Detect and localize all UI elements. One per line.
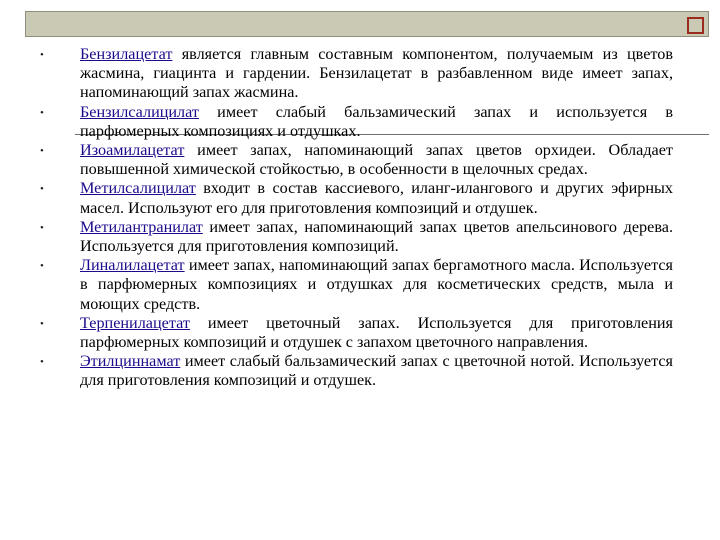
item-description: имеет запах, напоминающий запах цветов апельсинового дерева. Используется для приготовления композиций. — [80, 217, 673, 256]
term-link[interactable]: Бензилацетат — [80, 45, 173, 63]
list-item — [40, 352, 673, 390]
list-item — [40, 256, 673, 314]
item-description: имеет слабый бальзамический запах с цветочной нотой. Используется для приготовления композиций и отдушек. — [80, 352, 673, 390]
list-item — [40, 218, 673, 256]
term-link[interactable]: Бензилсалицилат — [80, 102, 199, 121]
term-link[interactable]: Линалилацетат — [80, 256, 185, 275]
bullet-icon: • — [40, 183, 44, 196]
item-description: имеет запах, напоминающий запах цветов орхидеи. Обладает повышенной химической стойкостью, в особенности в щелочных средах. — [80, 141, 673, 179]
list-item — [40, 103, 673, 141]
slide-title-bar — [25, 11, 709, 37]
list-item — [40, 45, 673, 103]
list-item — [40, 179, 673, 217]
item-description: является главным составным компонентом, получаемым из цветов жасмина, гиацинта и гардении. Бензилацетат в разбавленном виде имеет запах, напоминающий запах жасмина. — [80, 45, 673, 102]
item-description: имеет запах, напоминающий запах бергамотного масла. Используется в парфюмерных композициях и отдушках для косметических средств, мыла и моющих средств. — [80, 256, 673, 313]
item-text — [80, 314, 673, 352]
item-description: имеет цветочный запах. Используется для приготовления парфюмерных композиций и отдушек с запахом цветочного направления. — [80, 313, 673, 352]
item-text — [80, 45, 673, 103]
corner-square — [687, 17, 704, 34]
bullet-icon: • — [40, 317, 44, 330]
list-item — [40, 141, 673, 179]
list-item — [40, 314, 673, 352]
term-link[interactable]: Терпенилацетат — [80, 313, 190, 332]
bullet-icon: • — [40, 106, 44, 119]
bullet-list — [40, 45, 673, 391]
item-description: входит в состав кассиевого, иланг-илангового и других эфирных масел. Используют его для приготовления композиций и отдушек. — [80, 179, 673, 217]
item-text — [80, 141, 673, 179]
term-link[interactable]: Метилантранилат — [80, 217, 203, 236]
term-link[interactable]: Метилсалицилат — [80, 179, 196, 198]
item-text — [80, 179, 673, 217]
item-text — [80, 256, 673, 314]
term-link[interactable]: Изоамилацетат — [80, 141, 185, 160]
item-text — [80, 352, 673, 390]
term-link[interactable]: Этилциннамат — [80, 352, 181, 371]
bullet-icon: • — [40, 356, 44, 369]
bullet-icon: • — [40, 260, 44, 273]
bullet-icon: • — [40, 145, 44, 158]
item-text — [80, 218, 673, 256]
bullet-icon: • — [40, 49, 44, 61]
item-text — [80, 103, 673, 141]
item-description: имеет слабый бальзамический запах и используется в парфюмерных композициях и отдушках. — [80, 102, 673, 140]
bullet-icon: • — [40, 221, 44, 234]
